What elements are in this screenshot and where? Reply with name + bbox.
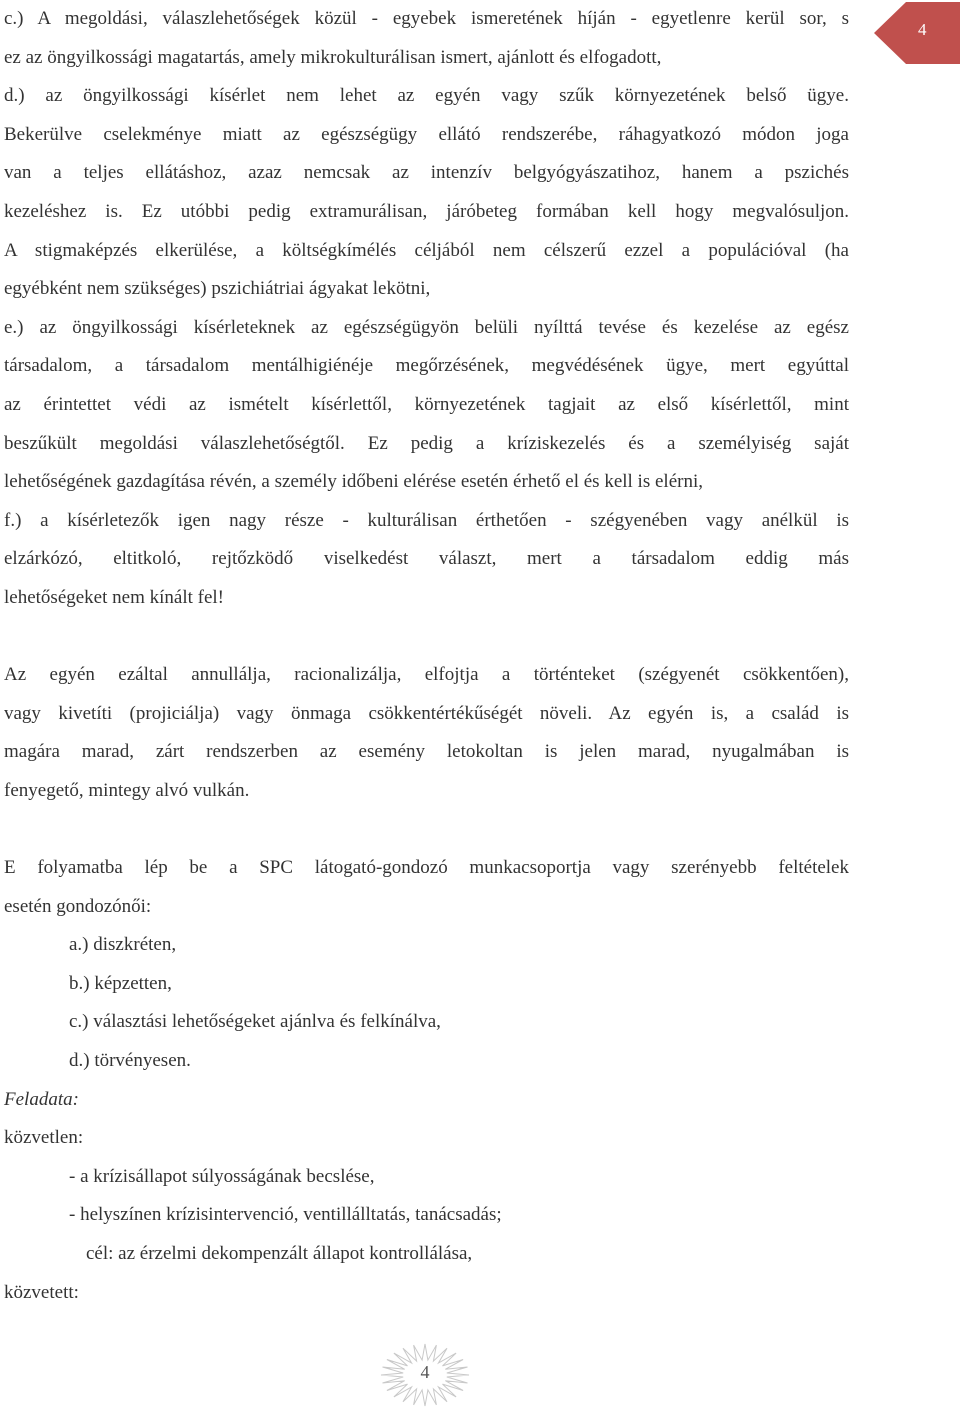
text-line: közvetlen: bbox=[4, 1127, 84, 1149]
text-line: beszűkült megoldási válaszlehetőségtől. Ez pedig a kríziskezelés és a személyiség saját bbox=[4, 432, 849, 454]
text-line: kezeléshez is. Ez utóbbi pedig extramurálisan, járóbeteg formában kell hogy megvalósuljon. bbox=[4, 200, 849, 222]
text-line: esetén gondozónői: bbox=[4, 895, 152, 917]
text-line: f.) a kísérletezők igen nagy része - kulturálisan érthetően - szégyenében vagy anélkül is bbox=[4, 509, 849, 531]
text-line: cél: az érzelmi dekompenzált állapot kontrollálása, bbox=[86, 1243, 473, 1264]
text-line: van a teljes ellátáshoz, azaz nemcsak az intenzív belgyógyászatihoz, hanem a pszichés bbox=[4, 162, 849, 184]
list-item: d.) törvényesen. bbox=[69, 1050, 191, 1072]
text-line: társadalom, a társadalom mentálhigiénéje megőrzésének, megvédésének ügye, mert egyúttal bbox=[4, 355, 849, 377]
text-line: egyébként nem szükséges) pszichiátriai ágyakat lekötni, bbox=[4, 278, 431, 300]
text-line: lehetőségeket nem kínált fel! bbox=[4, 586, 224, 608]
text-line: fenyegető, mintegy alvó vulkán. bbox=[4, 779, 250, 801]
text-line: d.) az öngyilkossági kísérlet nem lehet az egyén vagy szűk környezetének belső ügye. bbox=[4, 85, 849, 107]
list-item: - helyszínen krízisintervenció, ventillálltatás, tanácsadás; bbox=[69, 1204, 502, 1226]
section-label: Feladata: bbox=[4, 1088, 79, 1110]
text-line: e.) az öngyilkossági kísérleteknek az egészségügyön belüli nyílttá tevése és kezelése az egész bbox=[4, 316, 849, 338]
text-line: vagy kivetíti (projiciálja) vagy önmaga csökkentértékűségét növeli. Az egyén is, a család is bbox=[4, 702, 849, 724]
list-item: b.) képzetten, bbox=[69, 972, 172, 994]
text-line: Az egyén ezáltal annullálja, racionalizálja, elfojtja a történteket (szégyenét csökkentően), bbox=[4, 664, 849, 686]
text-line: E folyamatba lép be a SPC látogató-gondozó munkacsoportja vagy szerényebb feltételek bbox=[4, 857, 849, 879]
text-line: közvetett: bbox=[4, 1281, 79, 1303]
page-number-tab bbox=[874, 2, 960, 64]
text-line: magára marad, zárt rendszerben az esemény letokoltan is jelen marad, nyugalmában is bbox=[4, 741, 849, 763]
text-line: A stigmaképzés elkerülése, a költségkímélés céljából nem célszerű ezzel a populációval (ha bbox=[4, 239, 849, 261]
text-line: lehetőségének gazdagítása révén, a személy időbeni elérése esetén érhető el és kell is elérni, bbox=[4, 471, 703, 493]
list-item: c.) választási lehetőségeket ajánlva és felkínálva, bbox=[69, 1011, 441, 1033]
text-line: az érintettet védi az ismételt kísérlettől, környezetének tagjait az első kísérlettől, mint bbox=[4, 393, 849, 415]
header-page-number: 4 bbox=[918, 20, 927, 39]
text-line: c.) A megoldási, válaszlehetőségek közül - egyebek ismeretének híján - egyetlenre kerül sor, s bbox=[4, 8, 849, 29]
text-line: elzárkózó, eltitkoló, rejtőzködő viselkedést választ, mert a társadalom eddig más bbox=[4, 548, 849, 570]
text-line: ez az öngyilkossági magatartás, amely mikrokulturálisan ismert, ajánlott és elfogadott, bbox=[4, 46, 662, 68]
document-body bbox=[4, 0, 849, 1312]
list-item: a.) diszkréten, bbox=[69, 934, 177, 956]
paragraph-gap bbox=[4, 810, 849, 849]
footer-page-number: 4 bbox=[420, 1362, 430, 1382]
paragraph-gap bbox=[4, 618, 849, 657]
text-line: Bekerülve cselekménye miatt az egészségügy ellátó rendszerébe, ráhagyatkozó módon joga bbox=[4, 123, 849, 145]
list-item: - a krízisállapot súlyosságának becslése, bbox=[69, 1165, 375, 1187]
